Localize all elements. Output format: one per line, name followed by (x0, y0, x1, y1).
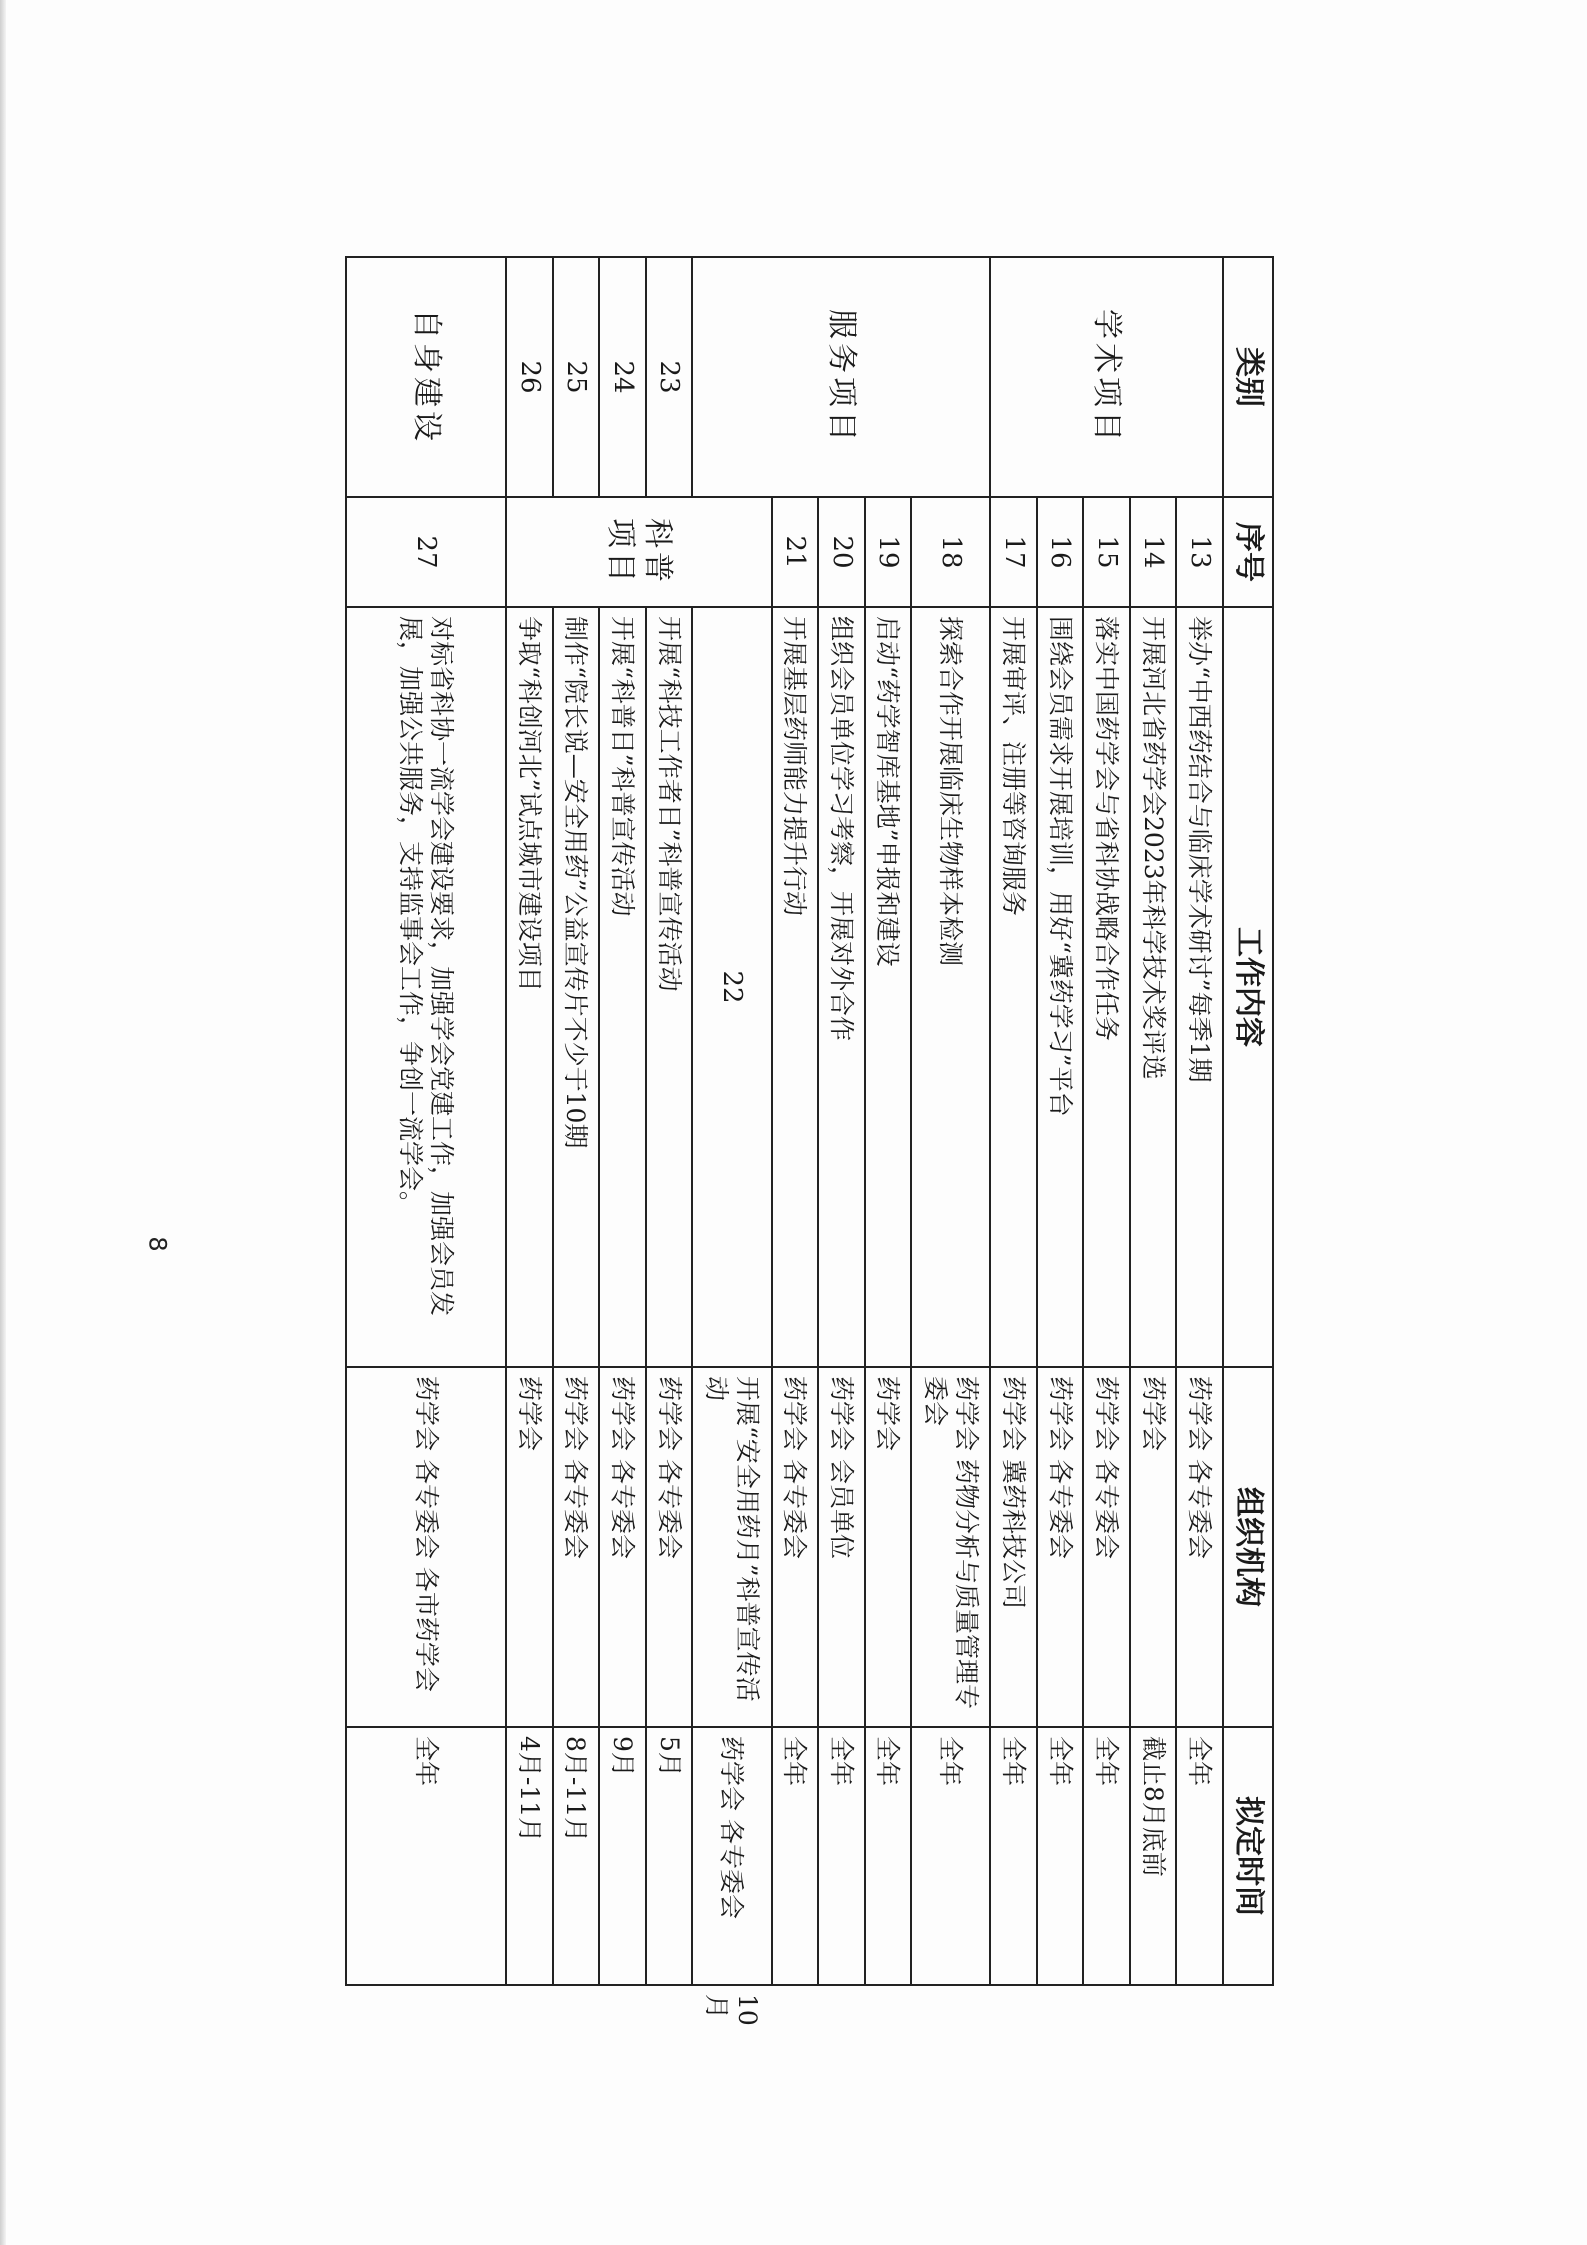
row-org: 药学会 药物分析与质量管理专委会 (911, 1367, 990, 1727)
table-row (1037, 257, 1084, 1985)
row-org: 药学会 各专委会 (646, 1367, 693, 1727)
row-content: 组织会员单位学习考察，开展对外合作 (818, 607, 865, 1367)
row-time: 全年 (818, 1727, 865, 1985)
category-self: 自身建设 (346, 257, 506, 497)
table-row: 科普项目 22 开展“安全用药月”科普宣传活动 药学会 各专委会 10月 (692, 257, 771, 1985)
row-org: 药学会 (1130, 1367, 1177, 1727)
row-org: 药学会 各专委会 (599, 1367, 646, 1727)
row-seq: 27 (346, 497, 506, 607)
row-time: 全年 (1083, 1727, 1130, 1985)
row-org: 药学会 各专委会 (1083, 1367, 1130, 1727)
row-seq: 17 (990, 497, 1037, 607)
header-content: 工作内容 (1223, 607, 1273, 1367)
row-content: 开展“安全用药月”科普宣传活动 (692, 1367, 771, 1727)
row-time: 全年 (1037, 1727, 1084, 1985)
row-seq: 25 (553, 257, 600, 497)
row-org: 药学会 各专委会 (1037, 1367, 1084, 1727)
row-org: 药学会 各专委会 (553, 1367, 600, 1727)
row-content: 启动“药学智库基地”申报和建设 (865, 607, 912, 1367)
row-seq: 18 (911, 497, 990, 607)
row-time: 全年 (346, 1727, 506, 1985)
row-content: 围绕会员需求开展培训，用好“冀药学习”平台 (1037, 607, 1084, 1367)
row-content: 对标省科协一流学会建设要求，加强学会党建工作，加强会员发展，加强公共服务，支持监事会工作，争创一流学会。 (346, 607, 506, 1367)
row-org: 药学会 各专委会 (1176, 1367, 1223, 1727)
row-time: 5月 (646, 1727, 693, 1985)
page-number: 8 (143, 1236, 172, 1252)
row-org: 药学会 (506, 1367, 553, 1727)
row-seq: 23 (646, 257, 693, 497)
category-service: 服务项目 (692, 257, 990, 497)
header-time: 拟定时间 (1223, 1727, 1273, 1985)
row-seq: 16 (1037, 497, 1084, 607)
row-org: 药学会 会员单位 (818, 1367, 865, 1727)
row-content: 开展河北省药学会2023年科学技术奖评选 (1130, 607, 1177, 1367)
header-org: 组织机构 (1223, 1367, 1273, 1727)
table-row (346, 257, 506, 1985)
header-seq: 序号 (1223, 497, 1273, 607)
row-content: 落实中国药学会与省科协战略合作任务 (1083, 607, 1130, 1367)
scan-edge (0, 0, 6, 2245)
row-time: 全年 (772, 1727, 819, 1985)
work-plan-table (345, 256, 1274, 2026)
row-content: 开展基层药师能力提升行动 (772, 607, 819, 1367)
row-org: 药学会 各专委会 (772, 1367, 819, 1727)
row-time: 9月 (599, 1727, 646, 1985)
row-seq: 19 (865, 497, 912, 607)
row-org: 药学会 (865, 1367, 912, 1727)
row-org: 药学会 各专委会 (692, 1727, 771, 1985)
category-science: 科普项目 (506, 497, 772, 607)
row-content: 举办“中西药结合与临床学术研讨”每季1期 (1176, 607, 1223, 1367)
row-seq: 21 (772, 497, 819, 607)
row-seq: 26 (506, 257, 553, 497)
row-time: 全年 (865, 1727, 912, 1985)
table-row (911, 257, 990, 1985)
row-content: 制作“院长说—安全用药”公益宣传片不少于10期 (553, 607, 600, 1367)
row-seq: 22 (692, 607, 771, 1367)
rotated-table-wrapper (345, 256, 1274, 2026)
row-time: 全年 (990, 1727, 1037, 1985)
table-row (1176, 257, 1223, 1985)
table-row (990, 257, 1037, 1985)
table-row (818, 257, 865, 1985)
row-content: 探索合作开展临床生物样本检测 (911, 607, 990, 1367)
table-row (865, 257, 912, 1985)
row-time: 8月-11月 (553, 1727, 600, 1985)
row-time: 全年 (911, 1727, 990, 1985)
row-content: 开展“科技工作者日”科普宣传活动 (646, 607, 693, 1367)
row-org: 药学会 冀药科技公司 (990, 1367, 1037, 1727)
row-seq: 20 (818, 497, 865, 607)
row-org: 药学会 各专委会 各市药学会 (346, 1367, 506, 1727)
row-content: 开展“科普日”科普宣传活动 (599, 607, 646, 1367)
table-header-row (1223, 257, 1273, 1985)
row-time: 截止8月底前 (1130, 1727, 1177, 1985)
row-seq: 24 (599, 257, 646, 497)
table-row (1130, 257, 1177, 1985)
row-time: 全年 (1176, 1727, 1223, 1985)
table-row (772, 257, 819, 1985)
row-content: 争取“科创河北”试点城市建设项目 (506, 607, 553, 1367)
row-time: 4月-11月 (506, 1727, 553, 1985)
row-content: 开展审评、注册等咨询服务 (990, 607, 1037, 1367)
row-seq: 13 (1176, 497, 1223, 607)
table-row (1083, 257, 1130, 1985)
row-seq: 14 (1130, 497, 1177, 607)
header-category: 类别 (1223, 257, 1273, 497)
category-academic: 学术项目 (990, 257, 1223, 497)
row-seq: 15 (1083, 497, 1130, 607)
